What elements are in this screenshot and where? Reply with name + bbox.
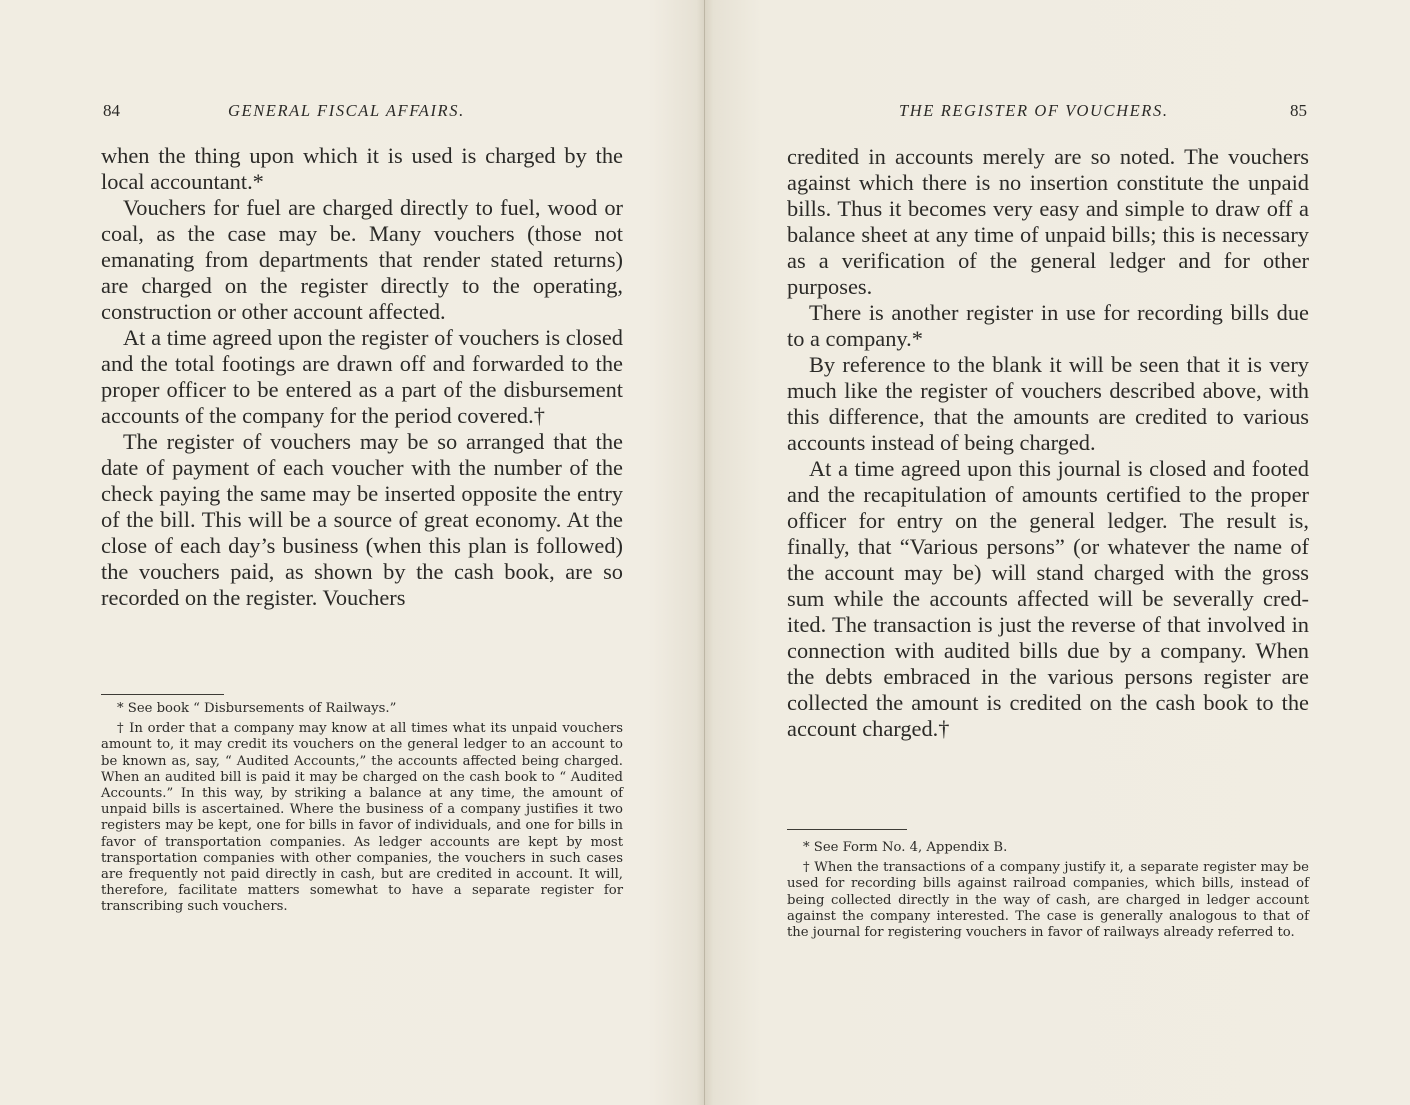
running-head-right xyxy=(787,100,1309,122)
footnote: * See book “ Disbursements of Railways.” xyxy=(117,701,397,716)
footnote-rule-left xyxy=(101,694,224,695)
footnote: † In order that a company may know at all times what its unpaid vouchers amount to, it may credit its vouchers on the general ledger to an account to be known as, say, “ Audited Accounts,” the accounts affected being charged. When an audited bill is paid it may be charged on the cash book to “ Audited Accounts.” In this way, by striking a balance at any time, the amount of unpaid bills is ascertained. Where the business of a company justifies it two registers may be kept, one for bills in favor of individuals, and one for bills in favor of transportation companies. As ledger accounts are kept by most transportation companies with other companies, the vouchers in such cases are frequently not paid directly in cash, but are credited in account. It will, therefore, facilitate matters somewhat to have a separate register for transcribing such vouchers. xyxy=(101,721,623,915)
body-text-left xyxy=(101,143,623,611)
paragraph: There is another register in use for recording bills due to a company.* xyxy=(787,300,1309,351)
paragraph: By reference to the blank it will be seen that it is very much like the register of vouchers described above, with this difference, that the amounts are credited to various accounts instead of being charged. xyxy=(787,352,1309,455)
paragraph: At a time agreed upon this journal is closed and footed and the recapitulation of amounts certified to the proper officer for entry on the general ledger. The result is, finally, that “Various persons” (or whatever the name of the account may be) will stand charged with the gross sum while the accounts affected will be severally credited. The transaction is just the reverse of that involved in connection with audited bills due by a company. When the debts embraced in the various persons register are collected the amount is credited on the cash book to the account charged.† xyxy=(787,456,1309,741)
running-head-left xyxy=(101,100,623,122)
paragraph: when the thing upon which it is used is charged by the local accountant.* xyxy=(101,143,623,194)
running-head-title-left: GENERAL FISCAL AFFAIRS. xyxy=(228,101,465,120)
footnote: * See Form No. 4, Appendix B. xyxy=(803,840,1008,855)
gutter-fold xyxy=(704,0,705,1105)
footnotes-right xyxy=(787,840,1309,945)
page-number-right: 85 xyxy=(1290,101,1307,120)
paragraph: Vouchers for fuel are charged directly to fuel, wood or coal, as the case may be. Many vouchers (those not emanating from departments that render stated returns) are charged on the register directly to the operating, construction or other account affected. xyxy=(101,195,623,324)
footnotes-left xyxy=(101,701,623,920)
footnote: † When the transactions of a company justify it, a separate register may be used for recording bills against railroad companies, which bills, instead of being collected directly in the way of cash, are charged in ledger account against the company interested. The case is generally analogous to that of the journal for registering vouchers in favor of railways already referred to. xyxy=(787,860,1309,941)
running-head-title-right: THE REGISTER OF VOUCHERS. xyxy=(899,101,1169,120)
page-number-left: 84 xyxy=(103,101,120,120)
paragraph: At a time agreed upon the register of vouchers is closed and the total footings are drawn off and forwarded to the proper officer to be entered as a part of the disbursement accounts of the company for the period covered.† xyxy=(101,325,623,428)
body-text-right xyxy=(787,144,1309,742)
paragraph: The register of vouchers may be so arranged that the date of payment of each voucher with the number of the check paying the same may be inserted opposite the entry of the bill. This will be a source of great economy. At the close of each day’s business (when this plan is followed) the vouchers paid, as shown by the cash book, are so recorded on the register. Vouchers xyxy=(101,429,623,610)
paragraph: credited in accounts merely are so noted. The vouchers against which there is no insertion constitute the unpaid bills. Thus it becomes very easy and simple to draw off a balance sheet at any time of unpaid bills; this is necessary as a verification of the general ledger and for other purposes. xyxy=(787,144,1309,299)
footnote-rule-right xyxy=(787,829,907,830)
